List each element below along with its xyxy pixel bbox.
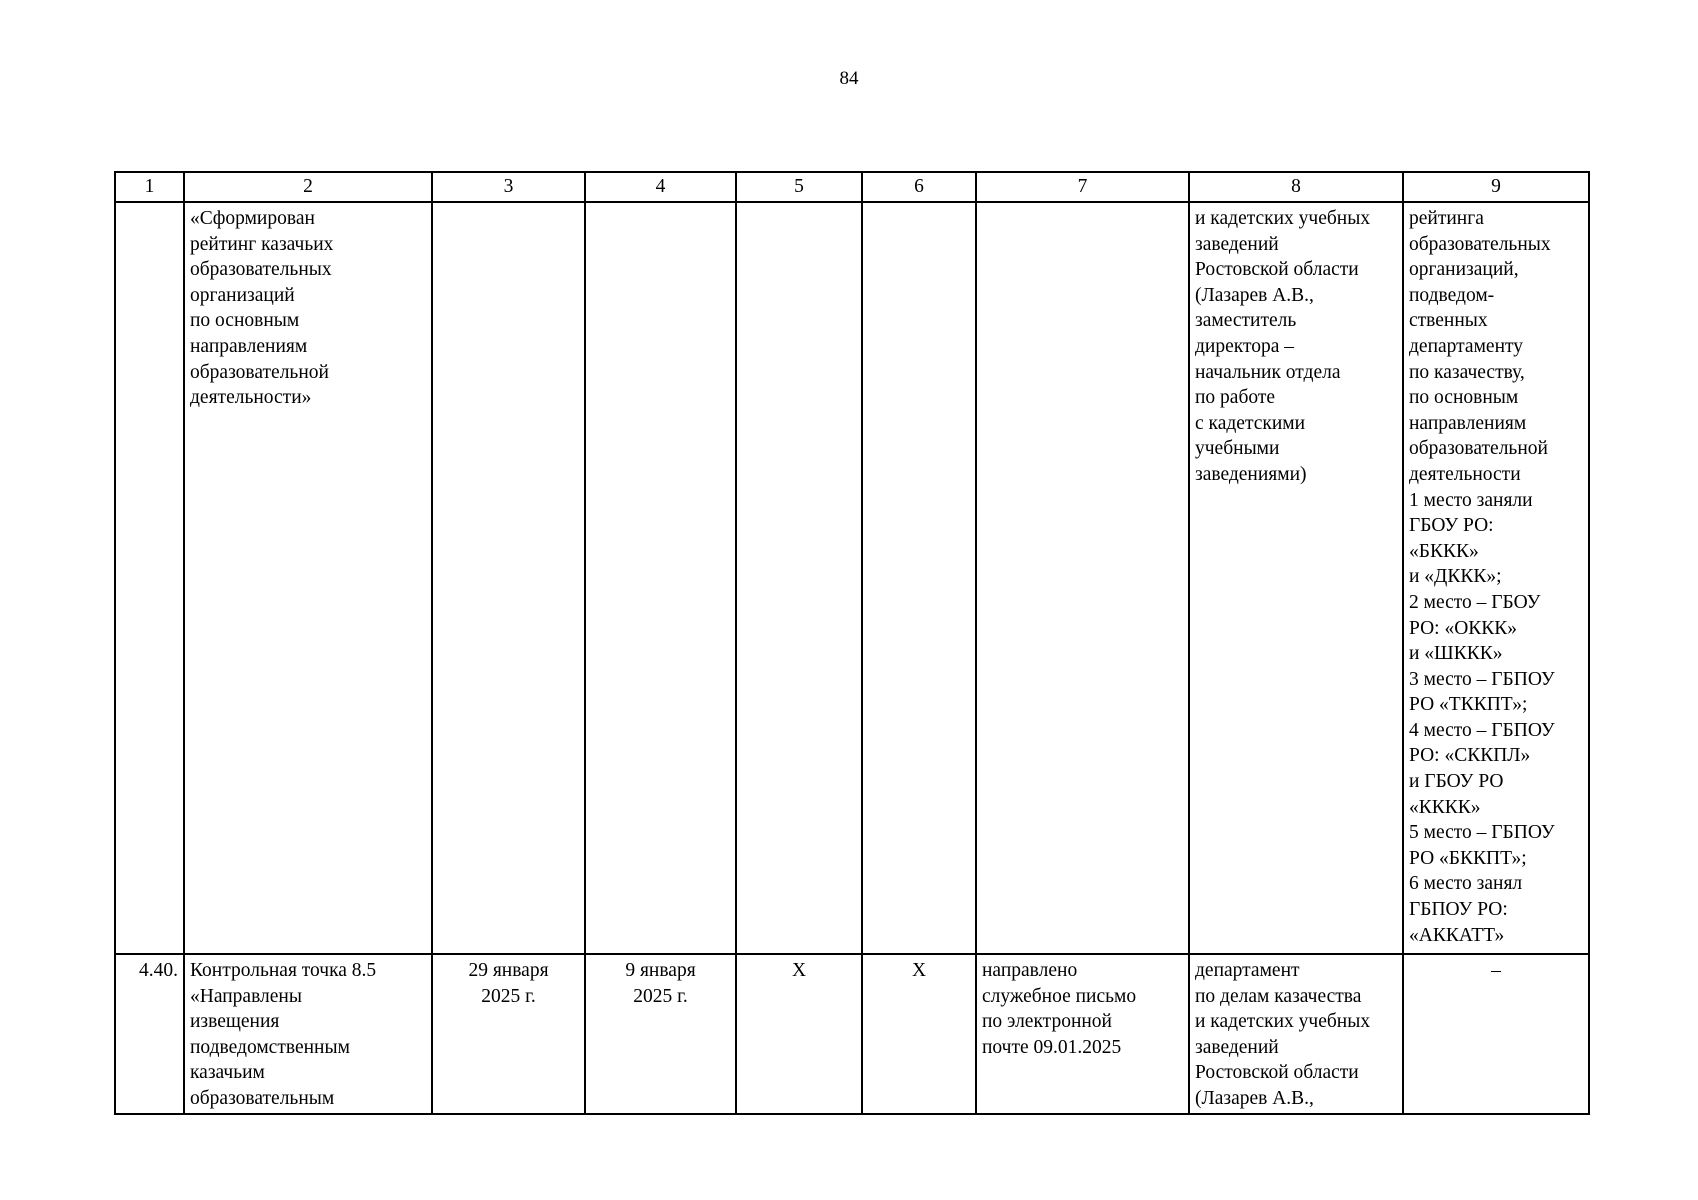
column-header-9: 9 [1403, 172, 1589, 202]
cell-text-line: образовательным [190, 1087, 335, 1109]
cell-text-line: и «ДККК»; [1409, 566, 1502, 588]
column-header-6: 6 [862, 172, 976, 202]
cell-text-line: по работе [1195, 387, 1276, 409]
cell-text-line: рейтинга [1409, 208, 1484, 229]
cell-text-line: и ГБОУ РО [1409, 771, 1504, 793]
cell-text-line: рейтинг казачьих [190, 233, 334, 255]
cell-text-line: учебными [1195, 438, 1280, 460]
column-header-1: 1 [115, 172, 184, 202]
cell-text-line: департамент [1195, 960, 1300, 981]
cell-text-line: 5 место – ГБПОУ [1409, 822, 1555, 844]
cell-text-line: 6 место занял [1409, 873, 1523, 895]
cell-text-line: заместитель [1195, 310, 1297, 332]
cell-text-line: 3 место – ГБПОУ [1409, 668, 1555, 690]
cell-text-line: департаменту [1409, 335, 1524, 357]
cell-responsible [1189, 954, 1403, 1114]
cell-text-line: заведений [1195, 233, 1279, 255]
cell-text-line: – [1491, 960, 1501, 981]
cell-text-line: 1 место заняли [1409, 489, 1533, 511]
cell-event-name [184, 202, 432, 954]
cell-text-line: деятельности [1409, 463, 1521, 485]
cell-text-line: образовательной [190, 361, 329, 383]
cell-text-line: образовательной [1409, 438, 1548, 460]
cell-result [976, 954, 1189, 1114]
cell-col-5 [736, 202, 862, 954]
cell-notes [1403, 202, 1589, 954]
cell-text-line: казачьим [190, 1062, 265, 1084]
cell-text-line: «БККК» [1409, 540, 1479, 562]
cell-text-line: ГБОУ РО: [1409, 515, 1494, 537]
cell-text-line: организаций, [1409, 259, 1519, 281]
cell-text-line: Ростовской области [1195, 259, 1359, 281]
cell-text-line: 29 января [468, 960, 549, 981]
cell-text-line: Контрольная точка 8.5 [190, 960, 377, 981]
cell-text-line: (Лазарев А.В., [1195, 284, 1314, 306]
table-row [115, 202, 1589, 954]
cell-text-line: образовательных [1409, 233, 1551, 255]
cell-text-line: направлениям [190, 335, 308, 357]
cell-text-line: по основным [1409, 387, 1519, 409]
column-header-5: 5 [736, 172, 862, 202]
cell-text-line: по казачеству, [1409, 361, 1525, 383]
cell-text-line: почте 09.01.2025 [982, 1036, 1122, 1058]
cell-text-line: 2025 г. [481, 985, 536, 1007]
cell-number [115, 202, 184, 954]
column-header-8: 8 [1189, 172, 1403, 202]
cell-event-name [184, 954, 432, 1114]
cell-text-line: подведомственным [190, 1036, 350, 1058]
cell-text-line: служебное письмо [982, 985, 1137, 1007]
cell-col-5: X [736, 954, 862, 1114]
cell-text-line: и кадетских учебных [1195, 208, 1371, 229]
cell-planned-date [432, 202, 585, 954]
cell-responsible [1189, 202, 1403, 954]
cell-text-line: направлено [982, 960, 1078, 981]
cell-text-line: и кадетских учебных [1195, 1011, 1371, 1033]
cell-col-6: X [862, 954, 976, 1114]
cell-notes [1403, 954, 1589, 1114]
column-header-2: 2 [184, 172, 432, 202]
cell-text-line: (Лазарев А.В., [1195, 1087, 1314, 1109]
table-row [115, 954, 1589, 1114]
cell-text-line: по электронной [982, 1011, 1112, 1033]
cell-text-line: «КККК» [1409, 796, 1481, 818]
cell-text-line: по основным [190, 310, 300, 332]
cell-text-line: подведом- [1409, 284, 1495, 306]
page-number: 84 [839, 68, 859, 89]
cell-text-line: по делам казачества [1195, 985, 1362, 1007]
cell-text-line: с кадетскими [1195, 412, 1306, 434]
cell-text-line: РО «БККПТ»; [1409, 847, 1527, 869]
cell-text-line: РО: «ОККК» [1409, 617, 1518, 639]
cell-text-line: «Сформирован [190, 208, 315, 229]
cell-text-line: 2025 г. [633, 985, 688, 1007]
column-header-3: 3 [432, 172, 585, 202]
cell-text-line: ГБПОУ РО: [1409, 899, 1508, 921]
cell-text-line: начальник отдела [1195, 361, 1341, 383]
cell-text-line: направлениям [1409, 412, 1527, 434]
cell-text-line: РО: «СККПЛ» [1409, 745, 1531, 767]
column-header-7: 7 [976, 172, 1189, 202]
cell-text-line: извещения [190, 1011, 280, 1033]
cell-text-line: и «ШККК» [1409, 643, 1503, 665]
cell-text-line: заведениями) [1195, 463, 1307, 485]
cell-text-line: Ростовской области [1195, 1062, 1359, 1084]
cell-text-line: заведений [1195, 1036, 1279, 1058]
cell-text-line: «Направлены [190, 985, 302, 1007]
cell-result [976, 202, 1189, 954]
cell-text-line: деятельности» [190, 387, 312, 409]
cell-actual-date [585, 954, 736, 1114]
cell-text-line: «АККАТТ» [1409, 924, 1505, 946]
cell-text-line: организаций [190, 284, 295, 306]
report-table [114, 171, 1590, 1115]
cell-text-line: директора – [1195, 335, 1295, 357]
cell-text-line: 2 место – ГБОУ [1409, 591, 1541, 613]
cell-text-line: образовательных [190, 259, 332, 281]
cell-col-6 [862, 202, 976, 954]
column-header-4: 4 [585, 172, 736, 202]
cell-planned-date [432, 954, 585, 1114]
cell-text-line: 4 место – ГБПОУ [1409, 719, 1555, 741]
cell-text-line: ственных [1409, 310, 1488, 332]
cell-text-line: РО «ТККПТ»; [1409, 694, 1528, 716]
cell-text-line: 9 января [625, 960, 696, 981]
cell-actual-date [585, 202, 736, 954]
header-row [115, 172, 1589, 202]
cell-number: 4.40. [115, 954, 184, 1114]
